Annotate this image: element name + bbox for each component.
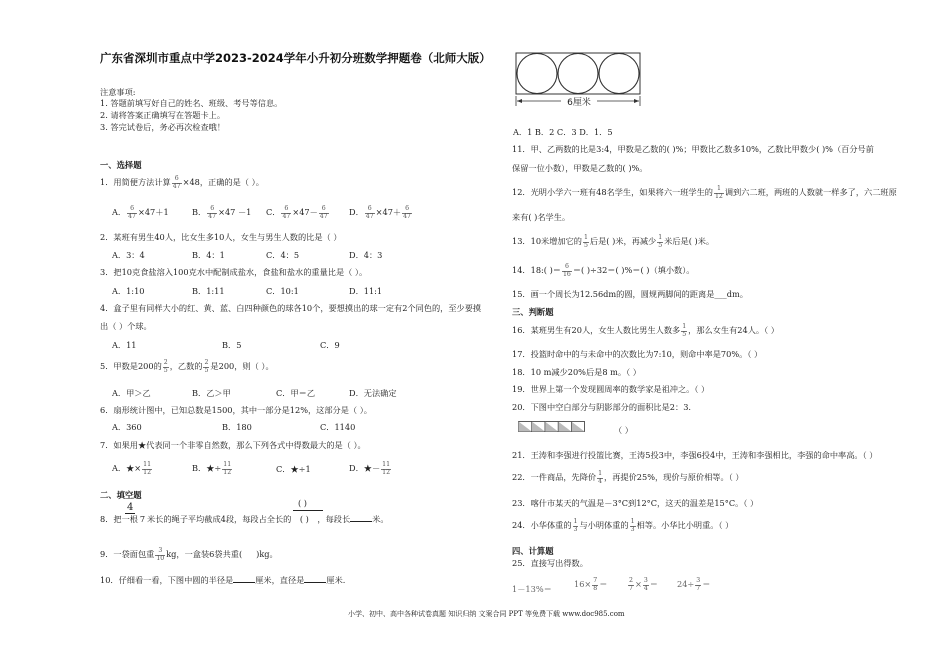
q3-option-b[interactable]: B．1:11 (192, 286, 225, 296)
q1-option-c[interactable]: C． $\frac{6}{47}$ ×47－ $\frac{6}{47}$ (266, 205, 328, 220)
q6-option-c[interactable]: C．1140 (320, 422, 356, 432)
q5-option-a[interactable]: A．甲＞乙 (112, 388, 151, 398)
q2-option-b[interactable]: B．4：1 (192, 250, 225, 260)
q7-option-b[interactable]: B．★÷ $\frac{11}{12}$ (192, 461, 232, 476)
question-18: 18．10 m减少20%后是8 m。（ ） (512, 367, 641, 377)
q10-options[interactable]: A．1 B．2 C．3 D．1．5 (513, 127, 613, 137)
q7-option-a[interactable]: A．★× $\frac{11}{12}$ (112, 461, 152, 476)
question-12-line2: 来有( )名学生。 (512, 212, 571, 222)
notice-title: 注意事项: (100, 87, 136, 97)
q1-post: ×48，正确的是（ ）。 (182, 177, 264, 188)
q3-option-a[interactable]: A．1:10 (112, 286, 145, 296)
section-calc-heading: 四、计算题 (512, 546, 554, 556)
question-4-line1: 4．盒子里有同样大小的红、黄、蓝、白四种颜色的球各10个，要想摸出的球一定有2个同色的，至少要摸 (100, 303, 482, 313)
question-15: 15．画一个周长为12.56dm的圆，圆规两脚间的距离是___dm。 (512, 289, 748, 299)
rectangle-outline (516, 53, 640, 94)
question-9: 9．一袋面包重 $\frac{3}{10}$ kg，一盒装6袋共重( )kg。 (100, 547, 278, 562)
q8-blank[interactable] (350, 521, 372, 522)
q5-option-b[interactable]: B．乙＞甲 (192, 388, 231, 398)
q1-option-a[interactable]: A． $\frac{6}{47}$ ×47＋1 (112, 205, 169, 220)
q1-option-d[interactable]: D． $\frac{6}{47}$ ×47＋ $\frac{6}{47}$ (349, 205, 411, 220)
q6-option-b[interactable]: B．180 (222, 422, 252, 432)
section-judge-heading: 三、判断题 (512, 307, 554, 317)
question-6: 6．扇形统计图中，已知总数是1500，其中一部分是12%，这部分是（ ）。 (100, 405, 372, 415)
circle-3 (599, 54, 639, 94)
q5-option-c[interactable]: C．甲＝乙 (276, 388, 316, 398)
calc-item-1: 1－13%＝ (512, 584, 552, 594)
question-22: 22．一件商品，先降价 $\frac{1}{4}$ ，再提价25%，现价与原价相等。（ ） (512, 470, 744, 485)
section-fill-heading: 二、填空题 (100, 490, 142, 500)
circle-1 (517, 54, 557, 94)
fraction: $\frac{6}{47}$ (172, 175, 181, 190)
question-11-line1: 11．甲、乙两数的比是3:4，甲数是乙数的( )%；甲数比乙数多10%，乙数比甲数少( )%（百分号前 (512, 144, 874, 154)
calc-item-2: 16× $\frac{7}{8}$ ＝ (574, 577, 608, 592)
question-17: 17．投篮时命中的与未命中的次数比为7:10，则命中率是70%。（ ） (512, 349, 763, 359)
question-13: 13．10米增加它的 $\frac{1}{5}$ 后是( )米，再减少 $\frac{1}{5}$ 米后是( )米。 (512, 234, 715, 249)
question-5: 5．甲数是200的 $\frac{2}{5}$ ，乙数的 $\frac{2}{5}$ 是200，则（ ）。 (100, 359, 274, 374)
q7-option-d[interactable]: D．★－ $\frac{11}{12}$ (349, 461, 391, 476)
q3-option-d[interactable]: D．11:1 (349, 286, 383, 296)
q2-option-c[interactable]: C．4：5 (266, 250, 300, 260)
question-11-line2: 保留一位小数），甲数是乙数的( )%。 (512, 163, 648, 173)
calc-item-3: $\frac{2}{7}$ × $\frac{3}{4}$ ＝ (629, 577, 658, 592)
question-10: 10．仔细看一看，下图中圆的半径是 厘米，直径是 厘米. (100, 575, 346, 585)
q8-paren-top: ( ) (298, 498, 307, 508)
circles-figure (515, 52, 643, 116)
question-12-line1: 12．光明小学六一班有48名学生，如果将六一班学生的 $\frac{1}{12}$ 调到六二班，两班的人数就一样多了，六二班原 (512, 185, 897, 200)
section-choice-heading: 一、选择题 (100, 160, 142, 170)
q5-option-d[interactable]: D．无法确定 (349, 388, 397, 398)
q10-blank-diameter[interactable] (304, 582, 326, 583)
question-1 (100, 176, 264, 190)
q1-pre: 1．用简便方法计算 (100, 177, 171, 188)
page-footer[interactable]: 小学、初中、高中各种试卷真题 知识归纳 文案合同 PPT 等免费下载 www.doc985.com (348, 610, 625, 618)
question-25: 25．直接写出得数。 (512, 558, 588, 568)
question-24: 24．小华体重的 $\frac{1}{3}$ 与小明体重的 $\frac{1}{3}$ 相等。小华比小明重。（ ） (512, 518, 734, 533)
question-7: 7．如果用★代表同一个非零自然数，那么下列各式中得数最大的是（ ）。 (100, 440, 366, 450)
notice-2: 2. 请将答案正确填写在答题卡上。 (100, 110, 226, 120)
q20-answer-paren[interactable]: （ ） (614, 425, 633, 435)
question-20: 20．下图中空白部分与阴影部分的面积比是2：3. (512, 402, 692, 412)
question-23: 23．喀什市某天的气温是－3°C到12°C，这天的温差是15°C。（ ） (512, 498, 759, 508)
question-8: 8．把一根 7 米长的绳子平均截成4段，每段占全长的 ( ) ，每段长 米。 (100, 514, 389, 524)
q4-option-c[interactable]: C．9 (320, 340, 340, 350)
question-16: 16．某班男生有20人，女生人数比男生人数多 $\frac{1}{5}$ ，那么女生有24人。（ ） (512, 323, 779, 338)
question-21: 21．王涛和李强进行投篮比赛，王涛5投3中，李强6投4中，王涛和李强相比，李强的命中率高。（ ） (512, 450, 878, 460)
circle-2 (558, 54, 598, 94)
notice-3: 3. 答完试卷后，务必再次检查哦！ (100, 122, 226, 132)
q7-option-c[interactable]: C．★÷1 (276, 464, 311, 474)
question-2: 2．某班有男生40人，比女生多10人，女生与男生人数的比是（ ） (100, 232, 342, 242)
notice-1: 1. 答题前填写好自己的姓名、班级、考号等信息。 (100, 98, 283, 108)
arrow-right (634, 99, 639, 103)
q6-option-a[interactable]: A．360 (112, 422, 142, 432)
q1-option-b[interactable]: B． $\frac{6}{47}$ ×47 －1 (192, 205, 252, 220)
figure-label: 6厘米 (567, 98, 591, 108)
q4-option-b[interactable]: B．5 (222, 340, 242, 350)
q4-option-a[interactable]: A．11 (112, 340, 137, 350)
q8-big-numerator: 4 (127, 502, 134, 513)
q2-option-a[interactable]: A．3：4 (112, 250, 145, 260)
question-3: 3．把10克食盐溶入100克水中配制成盐水，食盐和盐水的重量比是（ ）。 (100, 267, 368, 277)
q8-answer-fraction-bar (293, 510, 323, 511)
page-title: 广东省深圳市重点中学2023-2024学年小升初分班数学押题卷（北师大版） (100, 51, 491, 65)
q10-blank-radius[interactable] (233, 582, 255, 583)
q2-option-d[interactable]: D．4：3 (349, 250, 383, 260)
calc-item-4: 24÷ $\frac{3}{7}$ ＝ (677, 577, 711, 592)
q3-option-c[interactable]: C．10:1 (266, 286, 299, 296)
question-4-line2: 出（ ）个球。 (100, 321, 152, 331)
question-14: 14．18:( )＝ $\frac{6}{16}$ ＝( )÷32＝( )%＝( )（填小数）。 (512, 263, 695, 278)
arrow-left (517, 99, 522, 103)
shaded-strip-figure (518, 421, 586, 433)
question-19: 19．世界上第一个发现圆周率的数学家是祖冲之。（ ） (512, 384, 710, 394)
